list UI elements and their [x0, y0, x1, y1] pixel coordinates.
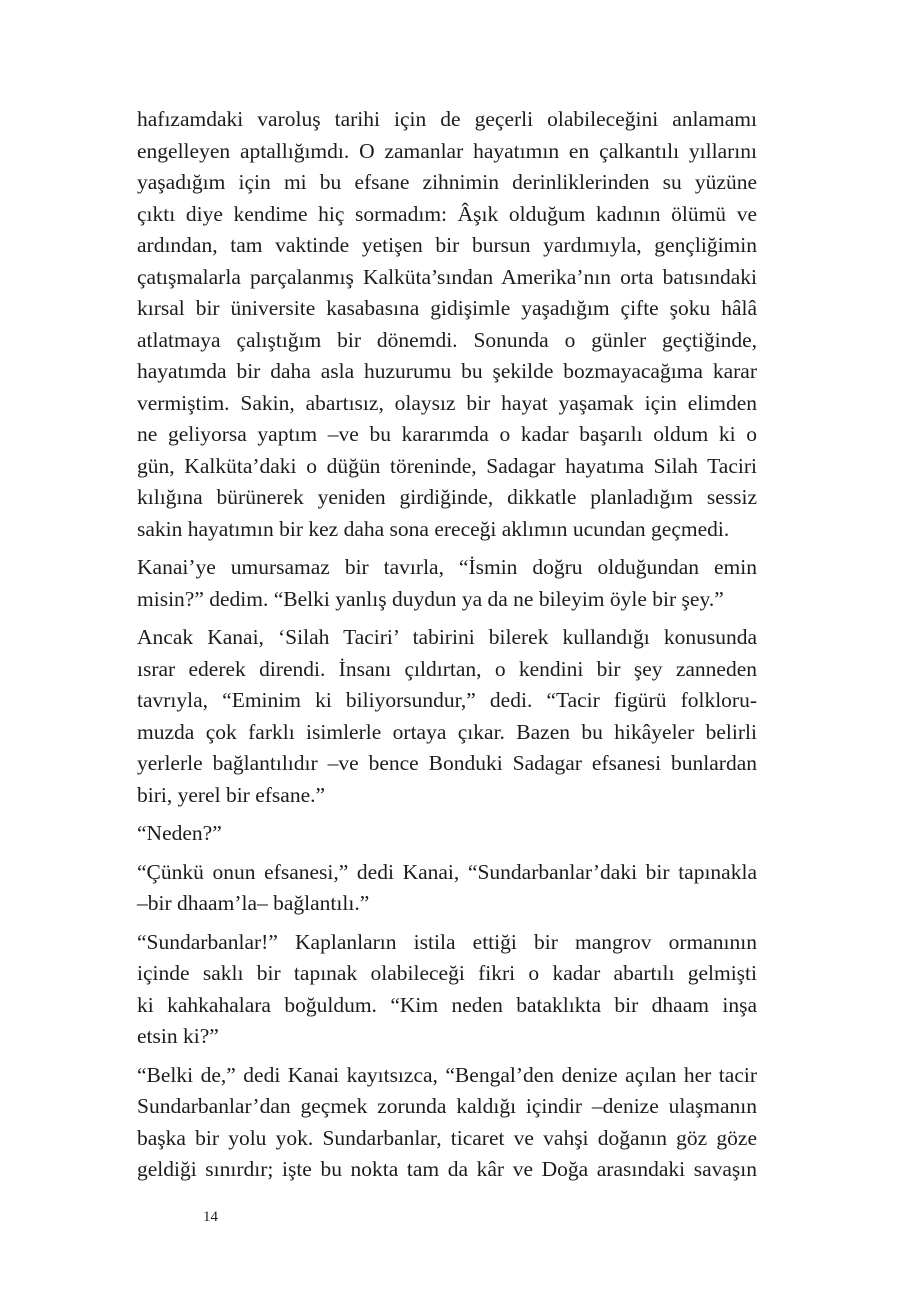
text-line: ki kahkahalara boğuldum. “Kim neden bataklıkta bir dhaam inşa: [137, 992, 757, 1017]
text-line: “Sundarbanlar!” Kaplanların istila ettiği bir mangrov ormanının: [137, 929, 757, 954]
text-line: ısrar ederek direndi. İnsanı çıldırtan, o kendini bir şey zanneden: [137, 656, 757, 681]
text-line: hayatımda bir daha asla huzurumu bu şekilde bozmayacağıma karar: [137, 359, 757, 383]
text-line: atlatmaya çalıştığım bir dönemdi. Sonunda o günler geçtiğinde,: [137, 327, 757, 352]
paragraph-1: [137, 104, 757, 545]
text-line: Kanai’ye umursamaz bir tavırla, “İsmin doğru olduğundan emin: [137, 555, 757, 579]
text-line: içinde saklı bir tapınak olabileceği fikri o kadar abartılı gelmişti: [137, 961, 757, 985]
text-line: “Belki de,” dedi Kanai kayıtsızca, “Bengal’den denize açılan her tacir: [137, 1062, 757, 1087]
text-line: sakin hayatımın bir kez daha sona ereceği aklımın ucundan geçmedi.: [137, 516, 730, 541]
text-line: “Neden?”: [137, 821, 222, 845]
text-line: ne geliyorsa yaptım –ve bu kararımda o kadar başarılı oldum ki o: [137, 422, 757, 446]
text-line: “Çünkü onun efsanesi,” dedi Kanai, “Sundarbanlar’daki bir tapınakla: [137, 859, 757, 884]
paragraph-7: [137, 1060, 757, 1186]
text-line: biri, yerel bir efsane.”: [137, 782, 326, 807]
text-line: hafızamdaki varoluş tarihi için de geçerli olabileceğini anlamamı: [137, 107, 757, 131]
paragraph-5: [137, 857, 757, 920]
text-line: yaşadığım için mi bu efsane zihnimin derinliklerinden su yüzüne: [137, 170, 757, 194]
paragraph-4: [137, 818, 757, 850]
text-line: engelleyen aptallığımdı. O zamanlar hayatımın en çalkantılı yıllarını: [137, 138, 757, 163]
text-line: misin?” dedim. “Belki yanlış duydun ya da ne bileyim öyle bir şey.”: [137, 586, 724, 611]
page-body: [137, 104, 757, 1193]
paragraph-6: [137, 927, 757, 1053]
text-line: ardından, tam vaktinde yetişen bir bursun yardımıyla, gençliğimin: [137, 233, 757, 257]
text-line: çıktı diye kendime hiç sormadım: Âşık olduğum kadının ölümü ve: [137, 201, 757, 226]
text-line: Ancak Kanai, ‘Silah Taciri’ tabirini bilerek kullandığı konusunda: [137, 625, 757, 649]
text-line: vermiştim. Sakin, abartısız, olaysız bir hayat yaşamak için elimden: [137, 390, 757, 415]
text-line: Sundarbanlar’dan geçmek zorunda kaldığı içindir –denize ulaşmanın: [137, 1094, 757, 1118]
text-line: yerlerle bağlantılıdır –ve bence Bonduki Sadagar efsanesi bunlardan: [137, 751, 757, 775]
text-line: başka bir yolu yok. Sundarbanlar, ticaret ve vahşi doğanın göz göze: [137, 1125, 757, 1150]
text-line: çatışmalarla parçalanmış Kalküta’sından Amerika’nın orta batısındaki: [137, 264, 757, 289]
text-line: etsin ki?”: [137, 1024, 219, 1048]
text-line: kırsal bir üniversite kasabasına gidişimle yaşadığım çifte şoku hâlâ: [137, 296, 757, 320]
text-line: tavrıyla, “Eminim ki biliyorsundur,” dedi. “Tacir figürü folkloru-: [137, 688, 757, 712]
page-number: 14: [203, 1209, 218, 1225]
text-line: muzda çok farklı isimlerle ortaya çıkar. Bazen bu hikâyeler belirli: [137, 719, 757, 744]
text-line: kılığına bürünerek yeniden girdiğinde, dikkatle planladığım sessiz: [137, 485, 757, 509]
text-line: geldiği sınırdır; işte bu nokta tam da kâr ve Doğa arasındaki savaşın: [137, 1157, 757, 1181]
paragraph-3: [137, 622, 757, 811]
paragraph-2: [137, 552, 757, 615]
text-line: gün, Kalküta’daki o düğün töreninde, Sadagar hayatıma Silah Taciri: [137, 453, 757, 478]
text-line: –bir dhaam’la– bağlantılı.”: [137, 891, 370, 915]
